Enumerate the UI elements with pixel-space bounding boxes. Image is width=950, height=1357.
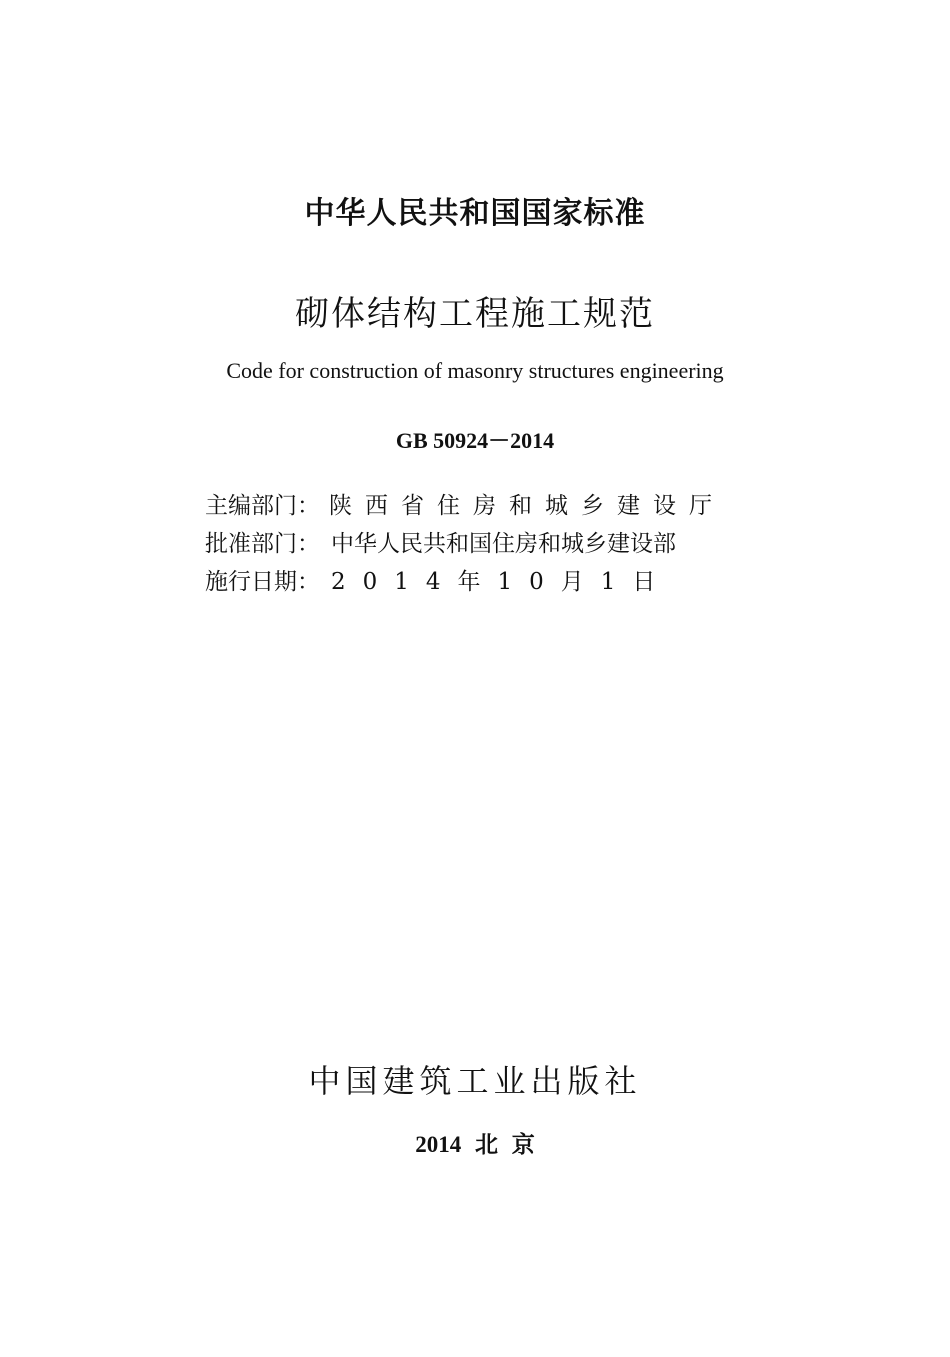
approver-value: 中华人民共和国住房和城乡建设部 [331,530,676,557]
title-english: Code for construction of masonry structures engineering [226,358,724,383]
editor-row [205,484,725,522]
title-chinese: 砌体结构工程施工规范 [295,294,655,334]
national-standard-heading: 中华人民共和国国家标准 [304,196,646,231]
approver-row [205,522,725,560]
date-label: 施行日期： [205,568,320,595]
metadata-block [205,484,725,598]
date-value: 2014年10月1日 [331,568,673,595]
publication-place: 2014 北 京 [415,1132,535,1157]
approver-label: 批准部门： [205,530,320,557]
standard-code: GB 50924－2014 [395,428,555,453]
publisher-name: 中国建筑工业出版社 [308,1062,642,1100]
date-row [205,560,725,598]
editor-label: 主编部门： [205,492,320,519]
editor-value: 陕西省住房和城乡建设厅 [329,492,725,519]
